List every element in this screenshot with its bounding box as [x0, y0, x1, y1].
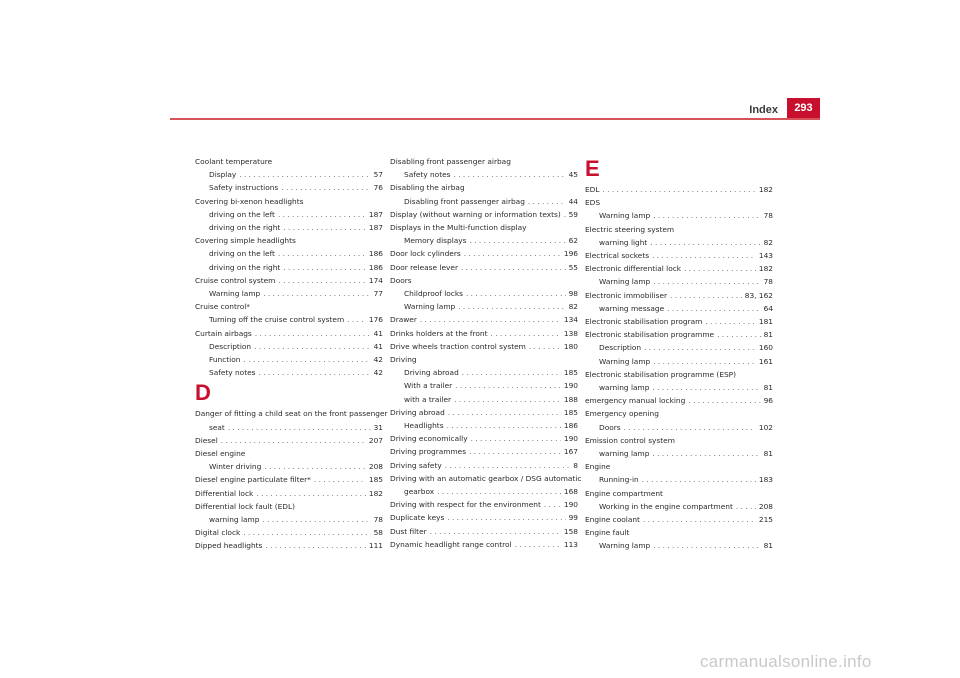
- index-entry: Display (without warning or information texts) . . . 59: [390, 208, 578, 221]
- index-entry: Covering simple headlights: [195, 236, 296, 246]
- index-entry: emergency manual locking . . . 96: [585, 394, 773, 407]
- index-entry: Cruise control system . . . 174: [195, 274, 383, 287]
- index-entry: Driving with an automatic gearbox / DSG automatic: [390, 473, 582, 483]
- index-entry: Driving programmes . . . 167: [390, 445, 578, 458]
- index-entry: Danger of fitting a child seat on the front passenger: [195, 409, 388, 419]
- index-entry: Driving: [390, 355, 417, 365]
- index-entry-continuation: seat . . . 31: [195, 421, 383, 434]
- index-subentry: warning light . . . 82: [585, 236, 773, 249]
- header-rule: [170, 118, 820, 120]
- index-entry: EDL . . . 182: [585, 183, 773, 196]
- index-entry: Curtain airbags . . . 41: [195, 327, 383, 340]
- index-column-1: [195, 155, 388, 553]
- index-entry: Diesel engine particulate filter* . . . 185: [195, 473, 383, 486]
- index-subentry: driving on the right . . . 186: [195, 261, 383, 274]
- index-entry: EDS: [585, 198, 601, 208]
- index-entry: Engine: [585, 462, 611, 472]
- index-subentry: Driving abroad . . . 185: [390, 366, 578, 379]
- index-subentry: Safety notes . . . 45: [390, 168, 578, 181]
- index-entry: Digital clock . . . 58: [195, 526, 383, 539]
- index-entry-continuation: gearbox . . . 168: [390, 485, 578, 498]
- index-entry: Door lock cylinders . . . 196: [390, 247, 578, 260]
- index-entry: Dust filter . . . 158: [390, 525, 578, 538]
- index-entry: Emergency opening: [585, 409, 659, 419]
- index-subentry: Doors . . . 102: [585, 421, 773, 434]
- index-entry: Electronic differential lock . . . 182: [585, 262, 773, 275]
- index-entry: Electronic stabilisation programme . . . 81: [585, 328, 773, 341]
- index-entry: Disabling the airbag: [390, 183, 465, 193]
- index-entry: Electric steering system: [585, 224, 675, 234]
- index-subentry: warning lamp . . . 81: [585, 447, 773, 460]
- index-subentry: warning lamp . . . 81: [585, 381, 773, 394]
- watermark-brand: carmanualsonline.info: [700, 652, 872, 671]
- index-subentry: Headlights . . . 186: [390, 419, 578, 432]
- index-entry: Disabling front passenger airbag: [390, 157, 511, 166]
- index-subentry: Warning lamp . . . 78: [585, 209, 773, 222]
- index-entry: Engine compartment: [585, 488, 663, 498]
- index-entry: Driving safety . . . 8: [390, 459, 578, 472]
- index-subentry: driving on the left . . . 186: [195, 247, 383, 260]
- page-number-badge: 293: [787, 98, 820, 118]
- index-subentry: Warning lamp . . . 77: [195, 287, 383, 300]
- index-subentry: warning message . . . 64: [585, 302, 773, 315]
- index-entry: Displays in the Multi-function display: [390, 223, 527, 233]
- index-entry: Engine fault: [585, 528, 630, 538]
- index-subentry: Winter driving . . . 208: [195, 460, 383, 473]
- index-subentry: Description . . . 41: [195, 340, 383, 353]
- index-subentry: Warning lamp . . . 81: [585, 539, 773, 552]
- index-entry: Electronic immobiliser . . . 83, 162: [585, 289, 773, 302]
- index-subentry: Memory displays . . . 62: [390, 234, 578, 247]
- index-entry: Dynamic headlight range control . . . 113: [390, 538, 578, 551]
- index-subentry: driving on the left . . . 187: [195, 208, 383, 221]
- index-subentry: With a trailer . . . 190: [390, 379, 578, 392]
- index-entry: Covering bi-xenon headlights: [195, 196, 304, 206]
- index-subentry: Safety notes . . . 42: [195, 366, 383, 379]
- index-subentry: Display . . . 57: [195, 168, 383, 181]
- index-subentry: Running-in . . . 183: [585, 473, 773, 486]
- index-entry: Driving abroad . . . 185: [390, 406, 578, 419]
- index-entry: Cruise control*: [195, 302, 250, 312]
- index-column-3: [585, 155, 773, 553]
- index-subentry: Description . . . 160: [585, 341, 773, 354]
- index-entry: Driving with respect for the environment . . . 190: [390, 498, 578, 511]
- index-subentry: Working in the engine compartment . . . 208: [585, 500, 773, 513]
- index-entry: Electronic stabilisation program . . . 181: [585, 315, 773, 328]
- section-letter-d: D: [195, 380, 211, 406]
- index-subentry: Warning lamp . . . 78: [585, 275, 773, 288]
- index-subentry: Safety instructions . . . 76: [195, 181, 383, 194]
- index-entry: Emission control system: [585, 435, 675, 445]
- index-column-2: [390, 155, 582, 551]
- index-entry: Engine coolant . . . 215: [585, 513, 773, 526]
- index-subentry: Warning lamp . . . 161: [585, 355, 773, 368]
- index-entry: Duplicate keys . . . 99: [390, 511, 578, 524]
- index-entry: Electrical sockets . . . 143: [585, 249, 773, 262]
- index-subentry: Childproof locks . . . 98: [390, 287, 578, 300]
- index-subentry: driving on the right . . . 187: [195, 221, 383, 234]
- index-subentry: Disabling front passenger airbag . . . 44: [390, 195, 578, 208]
- index-entry: Dipped headlights . . . 111: [195, 539, 383, 552]
- index-subentry: Warning lamp . . . 82: [390, 300, 578, 313]
- index-entry: Door release lever . . . 55: [390, 261, 578, 274]
- index-entry: Drawer . . . 134: [390, 313, 578, 326]
- index-entry: Drinks holders at the front . . . 138: [390, 327, 578, 340]
- section-letter-e: E: [585, 156, 600, 181]
- index-entry: Differential lock fault (EDL): [195, 501, 296, 511]
- index-subentry: with a trailer . . . 188: [390, 393, 578, 406]
- index-entry: Doors: [390, 275, 412, 285]
- index-entry: Diesel engine: [195, 449, 246, 459]
- index-entry: Drive wheels traction control system . . . 180: [390, 340, 578, 353]
- index-entry: Driving economically . . . 190: [390, 432, 578, 445]
- index-entry: Electronic stabilisation programme (ESP): [585, 369, 737, 379]
- index-entry: Coolant temperature: [195, 157, 273, 166]
- index-subentry: Turning off the cruise control system . . . 176: [195, 313, 383, 326]
- index-entry: Differential lock . . . 182: [195, 487, 383, 500]
- index-subentry: Function . . . 42: [195, 353, 383, 366]
- running-header-title: Index: [749, 104, 778, 116]
- index-entry: Diesel . . . 207: [195, 434, 383, 447]
- index-subentry: warning lamp . . . 78: [195, 513, 383, 526]
